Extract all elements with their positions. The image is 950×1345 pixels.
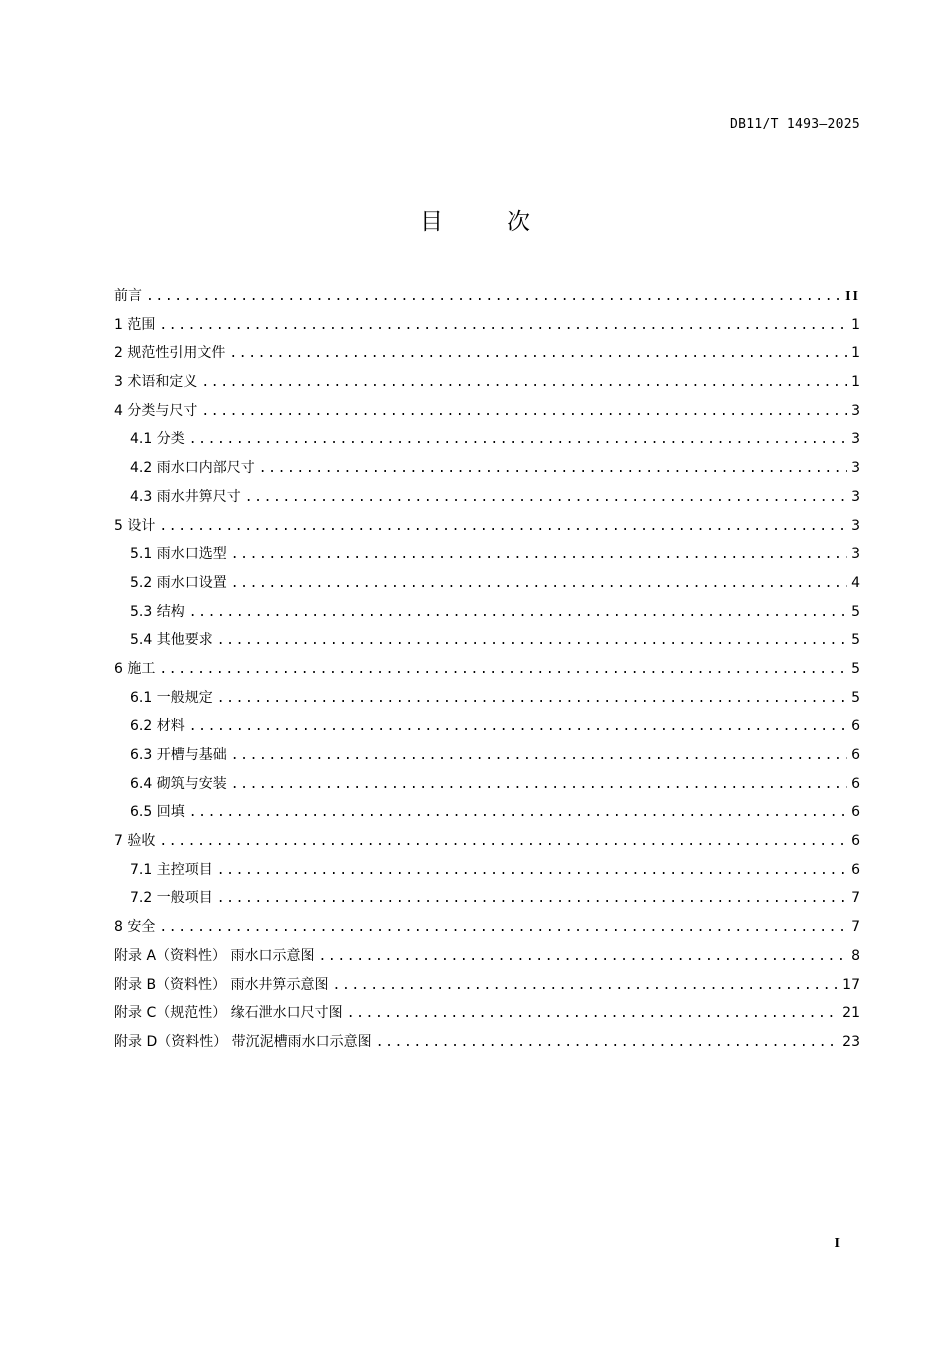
toc-entry-title: 7.2 一般项目 [130, 890, 213, 907]
toc-page-number: 6 [851, 804, 860, 821]
page-title [0, 203, 950, 236]
toc-page-number: 7 [851, 890, 860, 907]
dot-leader [159, 914, 847, 943]
toc-page-number: 4 [851, 574, 860, 591]
dot-leader [229, 340, 847, 369]
toc-page-number: 3 [851, 402, 860, 419]
dot-leader [217, 857, 847, 886]
dot-leader [259, 455, 847, 484]
toc-entry-title: 5 设计 [114, 517, 156, 534]
toc-page-number: 8 [851, 947, 860, 964]
toc-page-number: 1 [851, 345, 860, 362]
toc-page-number: 23 [842, 1033, 860, 1050]
toc-entry-title: 3 术语和定义 [114, 374, 198, 391]
toc-entry-title: 5.4 其他要求 [130, 632, 213, 649]
toc-entry[interactable] [114, 999, 860, 1028]
toc-entry[interactable] [114, 425, 860, 454]
toc-entry[interactable] [114, 798, 860, 827]
toc-entry-title: 6.2 材料 [130, 718, 185, 735]
toc-page-number: 5 [851, 689, 860, 706]
toc-entry[interactable] [114, 827, 860, 856]
toc-entry-title: 6.3 开槽与基础 [130, 747, 227, 763]
toc-entry-title: 4.1 分类 [130, 431, 185, 448]
dot-leader [159, 312, 847, 341]
toc-entry[interactable] [114, 598, 860, 627]
toc-page-number: 3 [851, 546, 860, 563]
toc-entry-title: 附录 D（资料性） 带沉泥槽雨水口示意图 [114, 1033, 372, 1050]
toc-entry[interactable] [114, 569, 860, 598]
toc-page-number: II [845, 289, 860, 304]
toc-page-number: 6 [851, 718, 860, 735]
dot-leader [159, 656, 847, 685]
toc-entry-title: 5.2 雨水口设置 [130, 574, 227, 591]
toc-entry-title: 7 验收 [114, 833, 156, 850]
dot-leader [245, 484, 847, 513]
dot-leader [201, 369, 847, 398]
toc-entry[interactable] [114, 339, 860, 368]
toc-page-number: 6 [851, 775, 860, 792]
toc-entry-title: 附录 C（规范性） 缘石泄水口尺寸图 [114, 1005, 343, 1022]
toc-entry-title: 附录 A（资料性） 雨水口示意图 [114, 947, 315, 964]
toc-entry[interactable] [114, 712, 860, 741]
dot-leader [231, 742, 847, 771]
toc-page-number: 7 [851, 919, 860, 936]
toc-entry[interactable] [114, 540, 860, 569]
toc-page-number: 6 [851, 747, 860, 763]
toc-entry[interactable] [114, 483, 860, 512]
toc-entry-title: 2 规范性引用文件 [114, 345, 226, 362]
dot-leader [189, 599, 847, 628]
toc-page-number: 6 [851, 861, 860, 878]
toc-page-number: 5 [851, 632, 860, 649]
toc-page-number: 5 [851, 603, 860, 620]
toc-page-number: 17 [842, 976, 860, 993]
toc-entry[interactable] [114, 856, 860, 885]
toc-page-number: 21 [842, 1005, 860, 1022]
toc-entry[interactable] [114, 655, 860, 684]
dot-leader [231, 541, 847, 570]
toc-entry[interactable] [114, 454, 860, 483]
toc-entry[interactable] [114, 913, 860, 942]
toc-entry[interactable] [114, 971, 860, 1000]
dot-leader [217, 627, 847, 656]
dot-leader [333, 972, 839, 1001]
toc-entry-title: 7.1 主控项目 [130, 861, 213, 878]
dot-leader [217, 685, 847, 714]
toc-entry[interactable] [114, 512, 860, 541]
dot-leader [347, 1000, 838, 1029]
dot-leader [146, 283, 841, 312]
toc-entry-title: 8 安全 [114, 919, 156, 936]
toc-entry-title: 4.2 雨水口内部尺寸 [130, 460, 255, 477]
document-code: DB11/T 1493—2025 [729, 117, 860, 132]
toc-page-number: 1 [851, 374, 860, 391]
toc-entry[interactable] [114, 770, 860, 799]
toc-entry[interactable] [114, 626, 860, 655]
table-of-contents [114, 282, 860, 1057]
title-char-2: 次 [507, 209, 530, 235]
dot-leader [318, 943, 847, 972]
dot-leader [189, 426, 847, 455]
toc-entry[interactable] [114, 1028, 860, 1057]
dot-leader [189, 713, 847, 742]
toc-entry-title: 6 施工 [114, 660, 156, 677]
page-folio: I [834, 1236, 840, 1251]
dot-leader [376, 1029, 838, 1058]
toc-entry-title: 4.3 雨水井箅尺寸 [130, 488, 241, 505]
toc-page-number: 3 [851, 517, 860, 534]
dot-leader [159, 828, 847, 857]
toc-entry[interactable] [114, 884, 860, 913]
dot-leader [159, 513, 847, 542]
dot-leader [231, 570, 847, 599]
toc-entry[interactable] [114, 368, 860, 397]
toc-entry-title: 6.1 一般规定 [130, 689, 213, 706]
toc-page-number: 3 [851, 460, 860, 477]
toc-entry-title: 6.5 回填 [130, 804, 185, 821]
toc-entry-title: 前言 [114, 288, 142, 304]
toc-page-number: 1 [851, 316, 860, 333]
dot-leader [231, 771, 847, 800]
toc-entry[interactable] [114, 942, 860, 971]
toc-entry-title: 5.3 结构 [130, 603, 185, 620]
toc-entry[interactable] [114, 311, 860, 340]
dot-leader [217, 885, 847, 914]
toc-page-number: 3 [851, 431, 860, 448]
toc-entry[interactable] [114, 684, 860, 713]
title-char-1: 目 [420, 209, 443, 235]
toc-entry-title: 4 分类与尺寸 [114, 402, 198, 419]
toc-entry[interactable] [114, 741, 860, 770]
toc-entry[interactable] [114, 282, 860, 311]
toc-entry-title: 6.4 砌筑与安装 [130, 775, 227, 792]
toc-entry-title: 附录 B（资料性） 雨水井箅示意图 [114, 976, 329, 993]
dot-leader [201, 398, 847, 427]
toc-page-number: 6 [851, 833, 860, 850]
toc-entry-title: 5.1 雨水口选型 [130, 546, 227, 563]
toc-entry-title: 1 范围 [114, 316, 156, 333]
toc-entry[interactable] [114, 397, 860, 426]
toc-page-number: 3 [851, 488, 860, 505]
toc-page-number: 5 [851, 660, 860, 677]
dot-leader [189, 799, 847, 828]
